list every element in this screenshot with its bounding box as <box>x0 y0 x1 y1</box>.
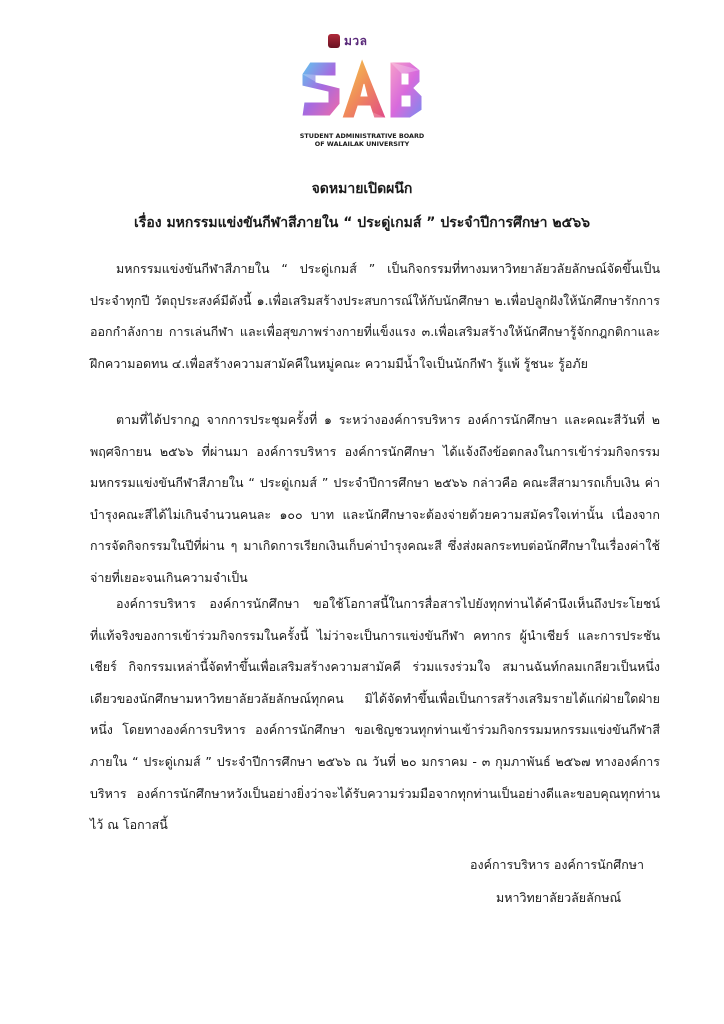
university-logo <box>328 30 386 52</box>
signature-organization: องค์การบริหาร องค์การนักศึกษา <box>470 857 645 872</box>
letter-subject: เรื่อง มหกรรมแข่งขันกีฬาสีภายใน “ ประดู่เกมส์ ” ประจำปีการศึกษา ๒๕๖๖ <box>134 215 590 231</box>
signature-university: มหาวิทยาลัยวลัยลักษณ์ <box>496 890 622 905</box>
board-name-line1: STUDENT ADMINISTRATIVE BOARD <box>299 132 425 140</box>
sab-logo <box>298 52 428 128</box>
paragraph-objectives: มหกรรมแข่งขันกีฬาสีภายใน “ ประดู่เกมส์ ” เป็นกิจกรรมที่ทางมหาวิทยาลัยวลัยลักษณ์จัดขึ้นเป็นประจำทุกปี วัตถุประสงค์มีดังนี้ ๑.เพื่อเสริมสร้างประสบการณ์ให้กับนักศึกษา ๒.เพื่อปลูกฝังให้นักศึกษารักการออกกำลังกาย การเล่นกีฬา และเพื่อสุขภาพร่างกายที่แข็งแรง ๓.เพื่อเสริมสร้างให้นักศึกษารู้จักกฎกติกาและฝึกความอดทน ๔.เพื่อสร้างความสามัคคีในหมู่คณะ ความมีน้ำใจเป็นนักกีฬา รู้แพ้ รู้ชนะ รู้อภัย <box>90 261 660 371</box>
university-seal-icon <box>328 34 340 48</box>
paragraph-fee-agreement: ตามที่ได้ปรากฏ จากการประชุมครั้งที่ ๑ ระหว่างองค์การบริหาร องค์การนักศึกษา และคณะสีวันที่ ๒ พฤศจิกายน ๒๕๖๖ ที่ผ่านมา องค์การบริหาร องค์การนักศึกษา ได้แจ้งถึงข้อตกลงในการเข้าร่วมกิจกรรมมหกรรมแข่งขันกีฬาสีภายใน “ ประดู่เกมส์ ” ประจำปีการศึกษา ๒๕๖๖ กล่าวคือ คณะสีสามารถเก็บเงิน ค่าบำรุงคณะสีได้ไม่เกินจำนวนคนละ ๑๐๐ บาท และนักศึกษาจะต้องจ่ายด้วยความสมัครใจเท่านั้น เนื่องจากการจัดกิจกรรมในปีที่ผ่าน ๆ มาเกิดการเรียกเงินเก็บค่าบำรุงคณะสี ซึ่งส่งผลกระทบต่อนักศึกษาในเรื่องค่าใช้จ่ายที่เยอะจนเกินความจำเป็น <box>90 412 660 585</box>
university-logo-text: มวล <box>344 33 368 48</box>
letter-title: จดหมายเปิดผนึก <box>311 181 413 197</box>
paragraph-invitation: องค์การบริหาร องค์การนักศึกษา ขอใช้โอกาสนี้ในการสื่อสารไปยังทุกท่านได้คำนึงเห็นถึงประโยชน์ที่แท้จริงของการเข้าร่วมกิจกรรมในครั้งนี้ ไม่ว่าจะเป็นการแข่งขันกีฬา คทากร ผู้นำเชียร์ และการประชันเชียร์ กิจกรรมเหล่านี้จัดทำขึ้นเพื่อเสริมสร้างความสามัคคี ร่วมแรงร่วมใจ สมานฉันท์กลมเกลียวเป็นหนึ่งเดียวของนักศึกษามหาวิทยาลัยวลัยลักษณ์ทุกคน มิได้จัดทำขึ้นเพื่อเป็นการสร้างเสริมรายได้แก่ฝ่ายใดฝ่ายหนึ่ง โดยทางองค์การบริหาร องค์การนักศึกษา ขอเชิญชวนทุกท่านเข้าร่วมกิจกรรมมหกรรมแข่งขันกีฬาสีภายใน “ ประดู่เกมส์ ” ประจำปีการศึกษา ๒๕๖๖ ณ วันที่ ๒๐ มกราคม - ๓ กุมภาพันธ์ ๒๕๖๗ ทางองค์การบริหาร องค์การนักศึกษาหวังเป็นอย่างยิ่งว่าจะได้รับความร่วมมือจากทุกท่านเป็นอย่างดีและขอบคุณทุกท่าน ไว้ ณ โอกาสนี้ <box>90 596 660 833</box>
board-name-line2: OF WALAILAK UNIVERSITY <box>314 140 410 148</box>
